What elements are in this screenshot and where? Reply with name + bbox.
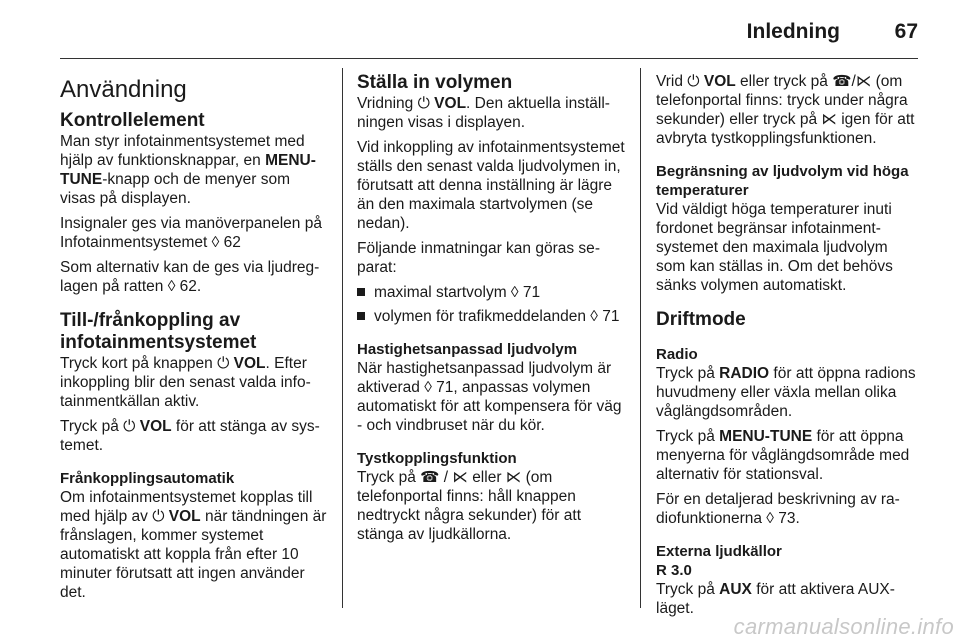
paragraph: Följande inmatningar kan göras separat: [357, 240, 600, 276]
paragraph: Tryck på MENU-TUNE för att öppna menyerna för våglängdsområde med alternativ för stationsval. [656, 428, 910, 483]
paragraph: Tryck kort på knappen ⏻ VOL. Efter inkoppling blir den senast valda infotainmentkällan aktiv. [60, 355, 311, 410]
bold-term: AUX [719, 581, 752, 598]
paragraph: Tryck på RADIO för att öppna radions huvudmeny eller växla mellan olika våglängdsområden. [656, 365, 916, 420]
chapter-heading: Användning [60, 76, 187, 103]
paragraph: Vrid ⏻ VOL eller tryck på ☎/⋉ (om telefonportal finns: tryck under några sekunder) eller tryck på ⋉ igen för att avbryta tystkopplingsfunktionen. [656, 73, 915, 147]
bold-term: VOL [703, 73, 736, 90]
column-3 [656, 72, 920, 624]
subheading-model: R 3.0 [656, 562, 692, 579]
paragraph: Vid väldigt höga temperaturer inuti fordonet begränsar infotainmentsystemet den maximala ljudvolym som kan ställas in. Om det behövs sänks volymen automatiskt. [656, 201, 893, 294]
paragraph: När hastighetsanpassad ljudvolym är aktiverad ◊ 71, anpassas volymen automatiskt för att kompensera för väg - och vindbruset när du kör. [357, 360, 622, 434]
bold-term: VOL [233, 355, 266, 372]
paragraph: Tryck på ☎ / ⋉ eller ⋉ (om telefonportal finns: håll knappen nedtryckt några sekunder) för att stänga av ljudkällorna. [357, 469, 582, 543]
header-divider [60, 58, 918, 59]
paragraph: Om infotainmentsystemet kopplas till med hjälp av ⏻ VOL när tändningen är frånslagen, kommer systemet automatiskt att koppla från efter 10 minuter förutsatt att ingen använder det. [60, 489, 327, 601]
column-1 [60, 72, 328, 608]
paragraph: Tryck på AUX för att aktivera AUX-läget. [656, 581, 895, 617]
subheading-auto-off: Frånkopplingsautomatik [60, 470, 235, 487]
column-2 [357, 72, 625, 550]
section-heading-power: Till-/frånkoppling av infotainmentsystemet [60, 310, 257, 353]
paragraph: Vridning ⏻ VOL. Den aktuella inställningen visas i displayen. [357, 95, 610, 131]
bold-term: VOL [139, 418, 172, 435]
list-item: volymen för trafikmeddelanden ◊ 71 [357, 307, 625, 326]
paragraph: Insignaler ges via manöverpanelen på Infotainmentsystemet ◊ 62 [60, 215, 322, 251]
square-bullet-icon [357, 312, 365, 320]
column-divider-1 [342, 68, 343, 608]
bold-term: RADIO [719, 365, 770, 382]
section-heading-drive-mode: Driftmode [656, 309, 746, 330]
watermark: carmanualsonline.info [733, 614, 954, 639]
subheading-mute: Tystkopplingsfunktion [357, 450, 517, 467]
page-header [60, 18, 918, 58]
paragraph: Tryck på ⏻ VOL för att stänga av systemet. [60, 418, 320, 454]
page-number: 67 [894, 20, 918, 43]
subheading-speed-volume: Hastighetsanpassad ljudvolym [357, 341, 578, 358]
subheading-volume-limit: Begränsning av ljudvolym vid höga temperaturer [656, 163, 909, 199]
square-bullet-icon [357, 288, 365, 296]
list-item: maximal startvolym ◊ 71 [357, 283, 625, 302]
paragraph: Vid inkoppling av infotainmentsystemet ställs den senast valda ljudvolymen in, förutsatt att denna inställning är lägre än den maximala startvolymen (se nedan). [357, 139, 625, 232]
section-heading-controls: Kontrollelement [60, 110, 205, 131]
bold-term: VOL [168, 508, 201, 525]
paragraph: Som alternativ kan de ges via ljudreglagen på ratten ◊ 62. [60, 259, 320, 295]
bold-term: MENU-TUNE [60, 152, 316, 188]
subheading-radio: Radio [656, 346, 698, 363]
column-divider-2 [640, 68, 641, 608]
section-heading-volume: Ställa in volymen [357, 72, 513, 93]
bold-term: VOL [434, 95, 467, 112]
paragraph: För en detaljerad beskrivning av radiofunktionerna ◊ 73. [656, 491, 900, 527]
bullet-list [357, 283, 625, 326]
subheading-external-audio: Externa ljudkällor [656, 543, 782, 560]
paragraph: Man styr infotainmentsystemet med hjälp av funktionsknappar, en MENU-TUNE-knapp och de menyer som visas på displayen. [60, 133, 316, 207]
bold-term: MENU-TUNE [719, 428, 813, 445]
header-title: Inledning [746, 20, 840, 43]
